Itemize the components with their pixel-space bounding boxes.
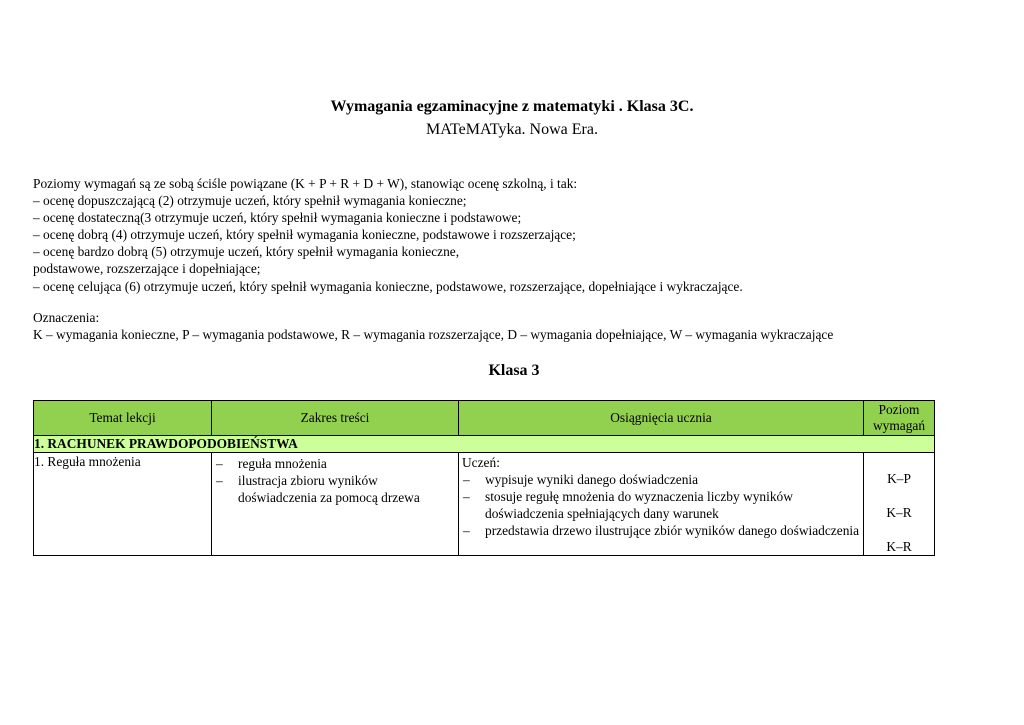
intro-line: – ocenę celująca (6) otrzymuje uczeń, który spełnił wymagania konieczne, podstawowe, rozszerzające, dopełniające i wykraczające. — [33, 278, 743, 294]
achievement-item: – przedstawia drzewo ilustrujące zbiór wyników danego doświadczenia — [459, 522, 863, 539]
intro-line: podstawowe, rozszerzające i dopełniające; — [33, 261, 261, 277]
achievement-item: – stosuje regułę mnożenia do wyznaczenia liczby wyników doświadczenia spełniających dany warunek — [459, 488, 863, 522]
requirements-table — [33, 400, 935, 556]
table-row — [34, 453, 935, 556]
level-value: K–P — [887, 471, 911, 486]
header-scope: Zakres treści — [212, 401, 459, 436]
legend-heading: Oznaczenia: — [33, 310, 100, 325]
level-value: K–R — [886, 505, 912, 520]
page-title: Wymagania egzaminacyjne z matematyki . Klasa 3C. — [330, 98, 694, 115]
topic-cell: 1. Reguła mnożenia — [34, 453, 212, 556]
header-topic: Temat lekcji — [34, 401, 212, 436]
intro-line: – ocenę dobrą (4) otrzymuje uczeń, który spełnił wymagania konieczne, podstawowe i rozszerzające; — [33, 227, 576, 243]
legend-text: K – wymagania konieczne, P – wymagania podstawowe, R – wymagania rozszerzające, D – wymagania dopełniające, W – wymagania wykraczające — [33, 327, 834, 342]
scope-item: – ilustracja zbioru wyników doświadczenia za pomocą drzewa — [212, 472, 458, 506]
header-level-line: Poziom — [878, 402, 920, 417]
achievements-label: Uczeń: — [462, 455, 500, 470]
achievements-cell — [459, 453, 864, 556]
grading-intro — [33, 175, 993, 295]
page-subtitle: MATeMATyka. Nowa Era. — [426, 121, 598, 138]
header-level-line: wymagań — [872, 418, 926, 433]
level-value: K–R — [886, 539, 912, 554]
intro-line: – ocenę dostateczną(3 otrzymuje uczeń, który spełnił wymagania konieczne i podstawowe; — [33, 210, 522, 226]
scope-item: – reguła mnożenia — [212, 455, 458, 472]
legend — [33, 309, 993, 343]
header-achievements: Osiągnięcia ucznia — [459, 401, 864, 436]
section-row — [34, 436, 935, 453]
table-header-row — [34, 401, 935, 436]
achievement-item: – wypisuje wyniki danego doświadczenia — [459, 471, 863, 488]
intro-line: – ocenę dopuszczającą (2) otrzymuje uczeń, który spełnił wymagania konieczne; — [33, 193, 467, 209]
section-name: 1. RACHUNEK PRAWDOPODOBIEŃSTWA — [34, 436, 935, 453]
section-title: Klasa 3 — [488, 362, 540, 379]
header-level — [864, 401, 935, 436]
scope-cell — [212, 453, 459, 556]
intro-line: – ocenę bardzo dobrą (5) otrzymuje uczeń, który spełnił wymagania konieczne, — [33, 244, 460, 260]
level-cell — [864, 453, 935, 556]
intro-line: Poziomy wymagań są ze sobą ściśle powiązane (K + P + R + D + W), stanowiąc ocenę szkolną, i tak: — [33, 176, 578, 191]
